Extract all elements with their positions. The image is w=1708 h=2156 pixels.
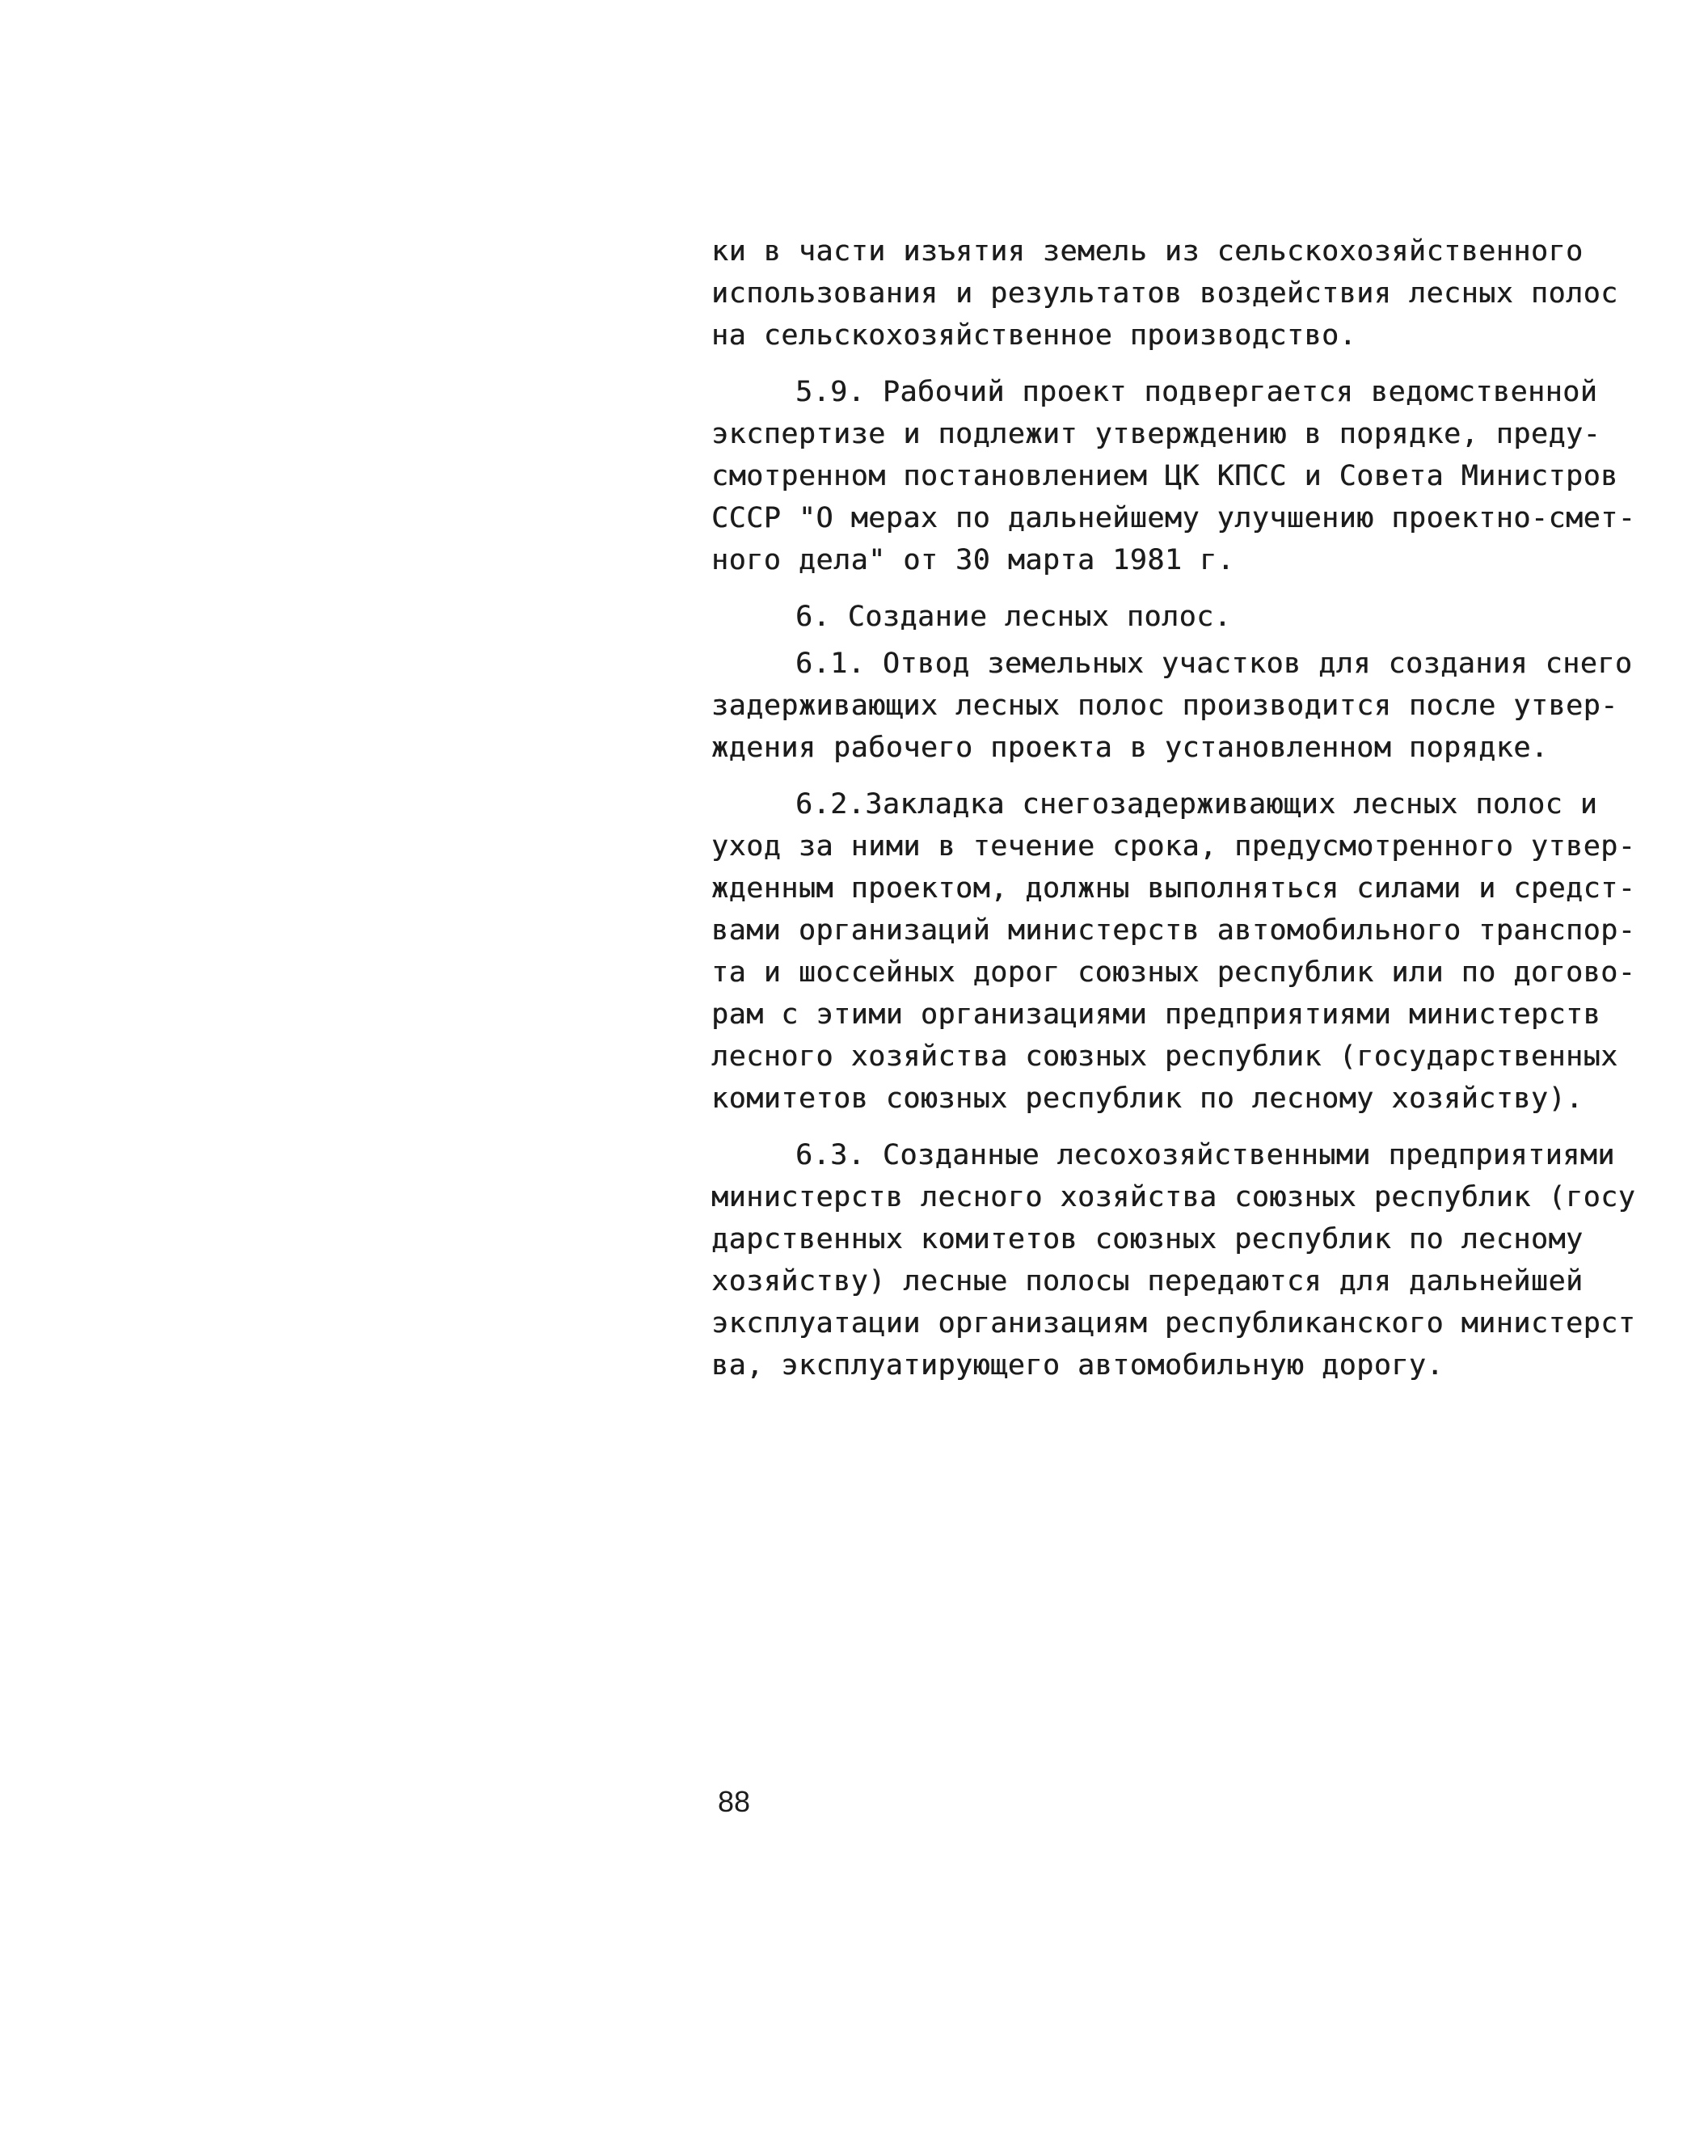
paragraph-6-3 <box>711 1134 1665 1386</box>
text-line: смотренном постановлением ЦК КПСС и Совета Министров <box>711 460 1618 492</box>
text-line: СССР "О мерах по дальнейшему улучшению проектно-смет- <box>711 502 1636 534</box>
paragraph-continuation <box>711 230 1665 357</box>
text-line: задерживающих лесных полос производится после утвер- <box>711 690 1618 722</box>
body-text <box>711 230 1665 1386</box>
text-line: министерств лесного хозяйства союзных республик (госу <box>711 1181 1636 1213</box>
text-line: та и шоссейных дорог союзных республик или по догово- <box>711 956 1636 989</box>
text-line: жденным проектом, должны выполняться силами и средст- <box>711 872 1636 905</box>
paragraph-6-1 <box>711 643 1665 769</box>
text-line: комитетов союзных республик по лесному хозяйству). <box>711 1082 1584 1115</box>
text-line: ва, эксплуатирующего автомобильную дорогу. <box>711 1349 1444 1382</box>
text-line: использования и результатов воздействия лесных полос <box>711 277 1618 310</box>
text-line: дарственных комитетов союзных республик по лесному <box>711 1223 1584 1255</box>
text-line: ного дела" от 30 марта 1981 г. <box>711 544 1235 576</box>
text-line: уход за ними в течение срока, предусмотренного утвер- <box>711 830 1636 863</box>
text-line: лесного хозяйства союзных республик (государственных <box>711 1040 1618 1073</box>
section-heading-6 <box>711 596 1665 638</box>
text-line: вами организаций министерств автомобильного транспор- <box>711 914 1636 947</box>
text-line: ждения рабочего проекта в установленном порядке. <box>711 732 1549 764</box>
text-line: на сельскохозяйственное производство. <box>711 319 1357 352</box>
paragraph-6-2 <box>711 783 1665 1120</box>
text-line: рам с этими организациями предприятиями министерств <box>711 998 1601 1031</box>
text-line: 6.1. Отвод земельных участков для создания снего <box>795 648 1633 680</box>
text-line: экспертизе и подлежит утверждению в порядке, преду- <box>711 418 1601 450</box>
text-line: хозяйству) лесные полосы передаются для дальнейшей <box>711 1265 1584 1297</box>
text-line: 6.2.Закладка снегозадерживающих лесных полос и <box>795 788 1598 821</box>
paragraph-5-9 <box>711 371 1665 581</box>
text-line: эксплуатации организациям республиканского министерст <box>711 1307 1636 1340</box>
text-line: ки в части изъятия земель из сельскохозяйственного <box>711 235 1584 268</box>
text-line: 6.3. Созданные лесохозяйственными предприятиями <box>795 1139 1615 1171</box>
section-heading: 6. Создание лесных полос. <box>795 601 1232 633</box>
text-line: 5.9. Рабочий проект подвергается ведомственной <box>795 376 1598 408</box>
page-number: 88 <box>718 1785 751 1818</box>
